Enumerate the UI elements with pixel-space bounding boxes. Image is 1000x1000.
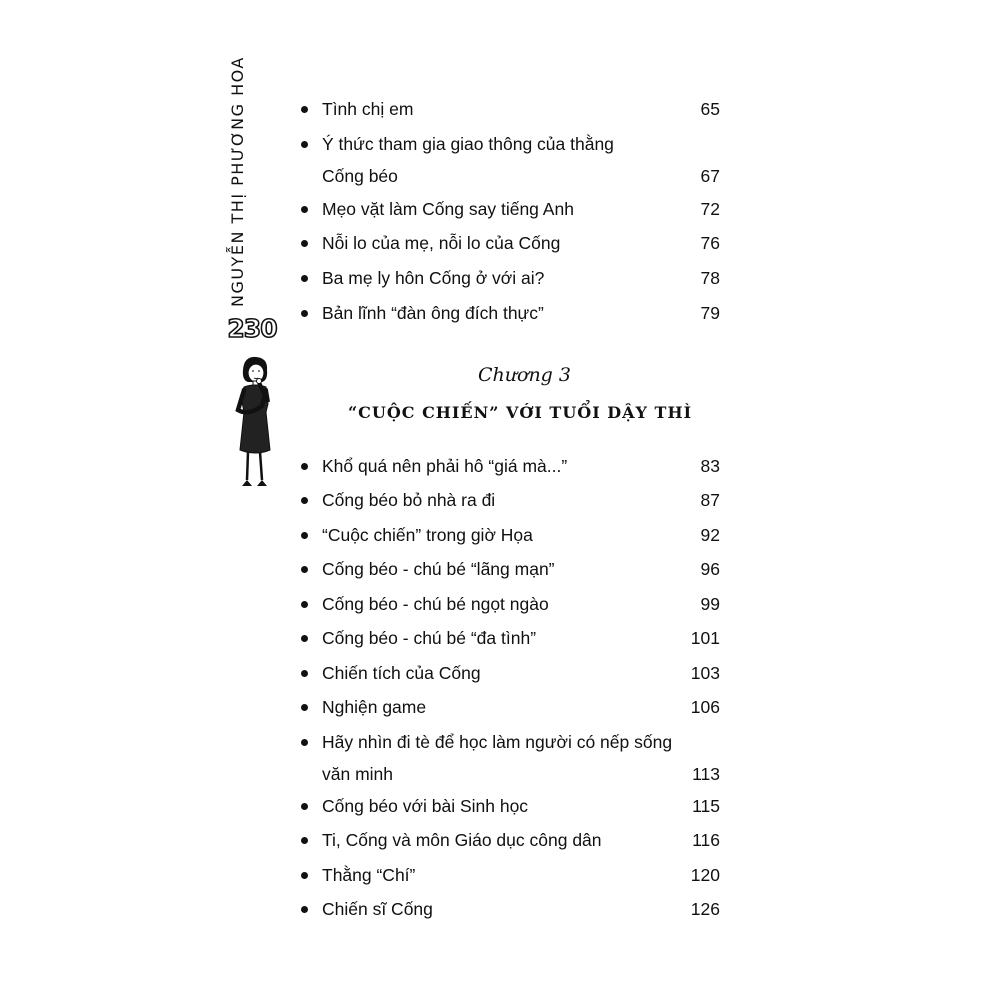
toc-entry-page: 96 bbox=[700, 559, 720, 579]
toc-entry-page: 72 bbox=[700, 199, 720, 219]
toc-entry-title: Nỗi lo của mẹ, nỗi lo của Cống bbox=[322, 233, 561, 253]
bullet-icon bbox=[301, 463, 308, 470]
bullet-icon bbox=[301, 704, 308, 711]
toc-entry-title: Cống béo với bài Sinh học bbox=[322, 796, 529, 816]
toc-entry-page: 78 bbox=[700, 268, 720, 288]
woman-figure-illustration-icon bbox=[226, 354, 282, 504]
toc-entry-title: Tình chị em bbox=[322, 99, 414, 119]
toc-entry-title: “Cuộc chiến” trong giờ Họa bbox=[322, 525, 533, 545]
bullet-icon bbox=[301, 310, 308, 317]
toc-entry-page: 126 bbox=[690, 899, 720, 919]
toc-entry-page: 87 bbox=[700, 490, 720, 510]
bullet-icon bbox=[301, 739, 308, 746]
toc-entry-page: 115 bbox=[692, 796, 720, 816]
bullet-icon bbox=[301, 670, 308, 677]
bullet-icon bbox=[301, 532, 308, 539]
bullet-icon bbox=[301, 635, 308, 642]
toc-entry-title: Mẹo vặt làm Cống say tiếng Anh bbox=[322, 199, 574, 219]
toc-entry-title: Chiến tích của Cống bbox=[322, 663, 481, 683]
toc-entry-title: Ba mẹ ly hôn Cống ở với ai? bbox=[322, 268, 545, 288]
toc-entry-title: Cống béo - chú bé “lãng mạn” bbox=[322, 559, 555, 579]
toc-entry-title: Nghiện game bbox=[322, 697, 427, 717]
bullet-icon bbox=[301, 837, 308, 844]
toc-entry-page: 116 bbox=[692, 830, 720, 850]
toc-entry-title: Thằng “Chí” bbox=[322, 865, 416, 885]
bullet-icon bbox=[301, 601, 308, 608]
toc-entry-title-continuation: văn minh bbox=[322, 764, 394, 784]
toc-entry-page: 79 bbox=[700, 303, 720, 323]
sidebar bbox=[222, 56, 284, 512]
toc-entry-page: 92 bbox=[700, 525, 720, 545]
chapter-title: “CUỘC CHIẾN” VỚI TUỔI DẬY THÌ bbox=[347, 403, 693, 422]
bullet-icon bbox=[301, 106, 308, 113]
bullet-icon bbox=[301, 275, 308, 282]
toc-entry-title: Cống béo bỏ nhà ra đi bbox=[322, 490, 496, 510]
bullet-icon bbox=[301, 872, 308, 879]
bullet-icon bbox=[301, 906, 308, 913]
toc-entry-page: 65 bbox=[700, 99, 720, 119]
toc-entry-page: 113 bbox=[692, 764, 720, 784]
toc-entry-page: 101 bbox=[690, 628, 720, 648]
bullet-icon bbox=[301, 803, 308, 810]
bullet-icon bbox=[301, 206, 308, 213]
author-name: NGUYỄN THỊ PHƯƠNG HOA bbox=[228, 56, 247, 307]
bullet-icon bbox=[301, 566, 308, 573]
toc-entry-title: Ti, Cống và môn Giáo dục công dân bbox=[322, 830, 602, 850]
toc-entry-title: Bản lĩnh “đàn ông đích thực” bbox=[322, 303, 544, 323]
chapter-label: Chương 3 bbox=[478, 364, 571, 386]
toc-entry-page: 103 bbox=[690, 663, 720, 683]
bullet-icon bbox=[301, 497, 308, 504]
toc-entry-title: Cống béo - chú bé ngọt ngào bbox=[322, 594, 549, 614]
toc-entry-page: 120 bbox=[690, 865, 720, 885]
toc-entry-title: Hãy nhìn đi tè để học làm người có nếp sống bbox=[322, 732, 673, 752]
toc-entry-title: Ý thức tham gia giao thông của thằng bbox=[322, 134, 614, 154]
toc-entry-page: 106 bbox=[690, 697, 720, 717]
table-of-contents bbox=[298, 0, 728, 1000]
toc-entry-title: Cống béo - chú bé “đa tình” bbox=[322, 628, 537, 648]
toc-entry-page: 83 bbox=[700, 456, 720, 476]
bullet-icon bbox=[301, 141, 308, 148]
toc-entry-title: Chiến sĩ Cống bbox=[322, 899, 433, 919]
bullet-icon bbox=[301, 240, 308, 247]
toc-entry-title: Khổ quá nên phải hô “giá mà...” bbox=[322, 456, 568, 476]
toc-entry-page: 99 bbox=[700, 594, 720, 614]
toc-entry-page: 67 bbox=[700, 166, 720, 186]
page-number: 230 bbox=[227, 314, 277, 343]
toc-entry-page: 76 bbox=[700, 233, 720, 253]
toc-entry-title-continuation: Cống béo bbox=[322, 166, 398, 186]
